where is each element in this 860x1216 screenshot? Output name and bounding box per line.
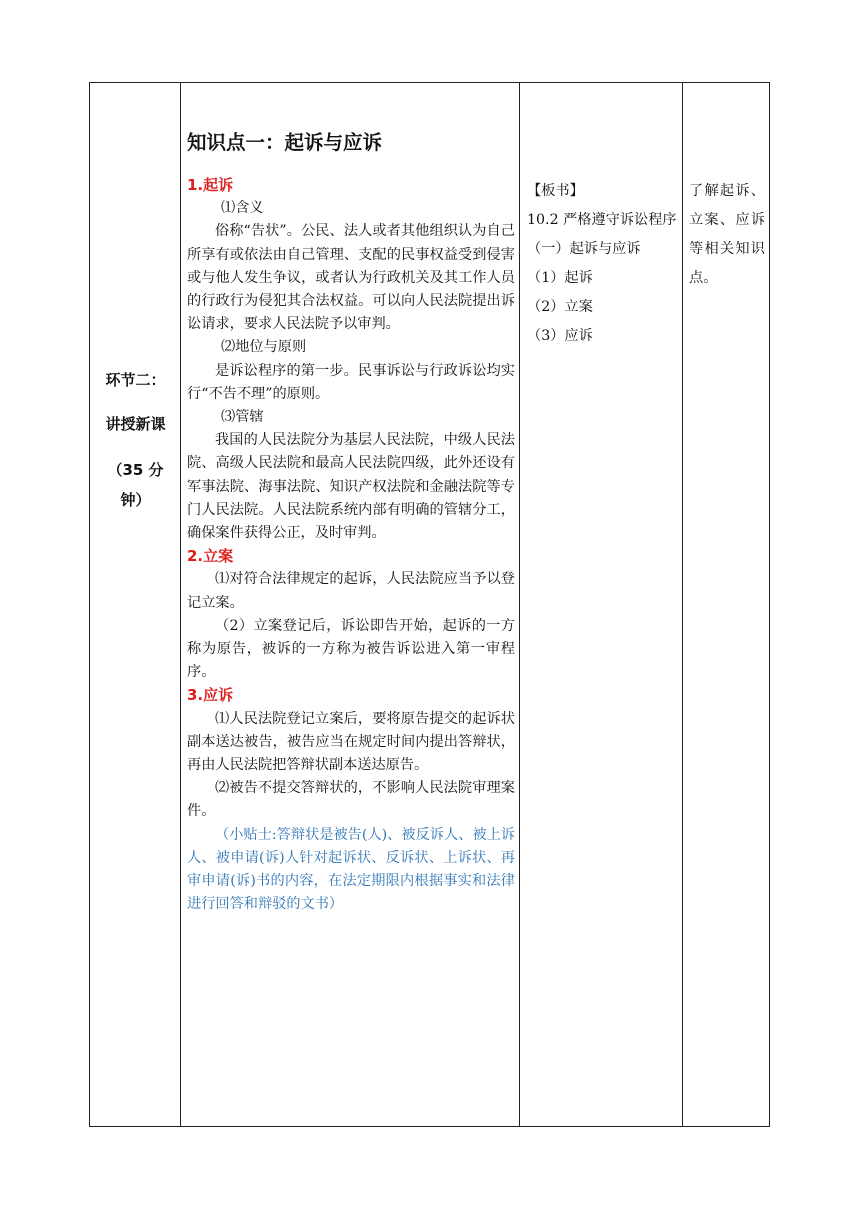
- activity-label: 讲授新课: [105, 415, 166, 433]
- section-title-2: 2.立案: [187, 547, 234, 566]
- paragraph: ⑵被告不提交答辩状的，不影响人民法院审理案件。: [187, 780, 515, 820]
- board-item: （2）立案: [527, 299, 593, 315]
- goal-text: 了解起诉、立案、应诉等相关知识点。: [689, 183, 765, 286]
- board-line: 10.2 严格遵守诉讼程序: [527, 212, 677, 228]
- subheading: ⑶管辖: [221, 409, 264, 426]
- column-divider: [519, 83, 520, 1126]
- column-divider: [682, 83, 683, 1126]
- board-item: （1）起诉: [527, 270, 593, 286]
- duration-label-2: 钟）: [120, 491, 151, 509]
- paragraph: 是诉讼程序的第一步。民事诉讼与行政诉讼均实行“不告不理”的原则。: [187, 362, 515, 402]
- section-title-3: 3.应诉: [187, 686, 234, 705]
- goal-column: [689, 177, 765, 293]
- section-heading: 知识点一：起诉与应诉: [187, 131, 383, 154]
- paragraph: ⑴对符合法律规定的起诉，人民法院应当予以登记立案。: [187, 571, 515, 611]
- section-title-1: 1.起诉: [187, 176, 234, 194]
- board-column: [527, 177, 677, 351]
- board-item: （3）应诉: [527, 328, 593, 344]
- board-title: 【板书】: [527, 183, 584, 199]
- stage-label: 环节二：: [105, 371, 166, 389]
- paragraph: 俗称“告状”。公民、法人或者其他组织认为自己所享有或依法由自己管理、支配的民事权益受到侵害或与他人发生争议，或者认为行政机关及其工作人员的行政行为侵犯其合法权益。可以向人民法院提出诉讼请求，要求人民法院予以审判。: [187, 223, 515, 333]
- paragraph: ⑴人民法院登记立案后，要将原告提交的起诉状副本送达被告，被告应当在规定时间内提出答辩状，再由人民法院把答辩状副本送达原告。: [187, 710, 515, 774]
- paragraph: （2）立案登记后，诉讼即告开始，起诉的一方称为原告，被诉的一方称为被告诉讼进入第一审程序。: [187, 617, 515, 681]
- content-column: [187, 129, 515, 917]
- duration-label: （35 分: [107, 461, 164, 479]
- paragraph: 我国的人民法院分为基层人民法院，中级人民法院、高级人民法院和最高人民法院四级，此外还设有军事法院、海事法院、知识产权法院和金融法院等专门人民法院。人民法院系统内部有明确的管辖分工，确保案件获得公正，及时审判。: [187, 432, 515, 542]
- board-line: （一）起诉与应诉: [527, 241, 641, 257]
- stage-column: [90, 83, 181, 1126]
- subheading: ⑵地位与原则: [221, 339, 307, 356]
- lesson-table: [89, 82, 770, 1127]
- tip-note: （小贴士:答辩状是被告(人)、被反诉人、被上诉人、被申请(诉)人针对起诉状、反诉状、上诉状、再审申请(诉)书的内容，在法定期限内根据事实和法律进行回答和辩驳的文书）: [187, 826, 515, 913]
- subheading: ⑴含义: [221, 200, 264, 217]
